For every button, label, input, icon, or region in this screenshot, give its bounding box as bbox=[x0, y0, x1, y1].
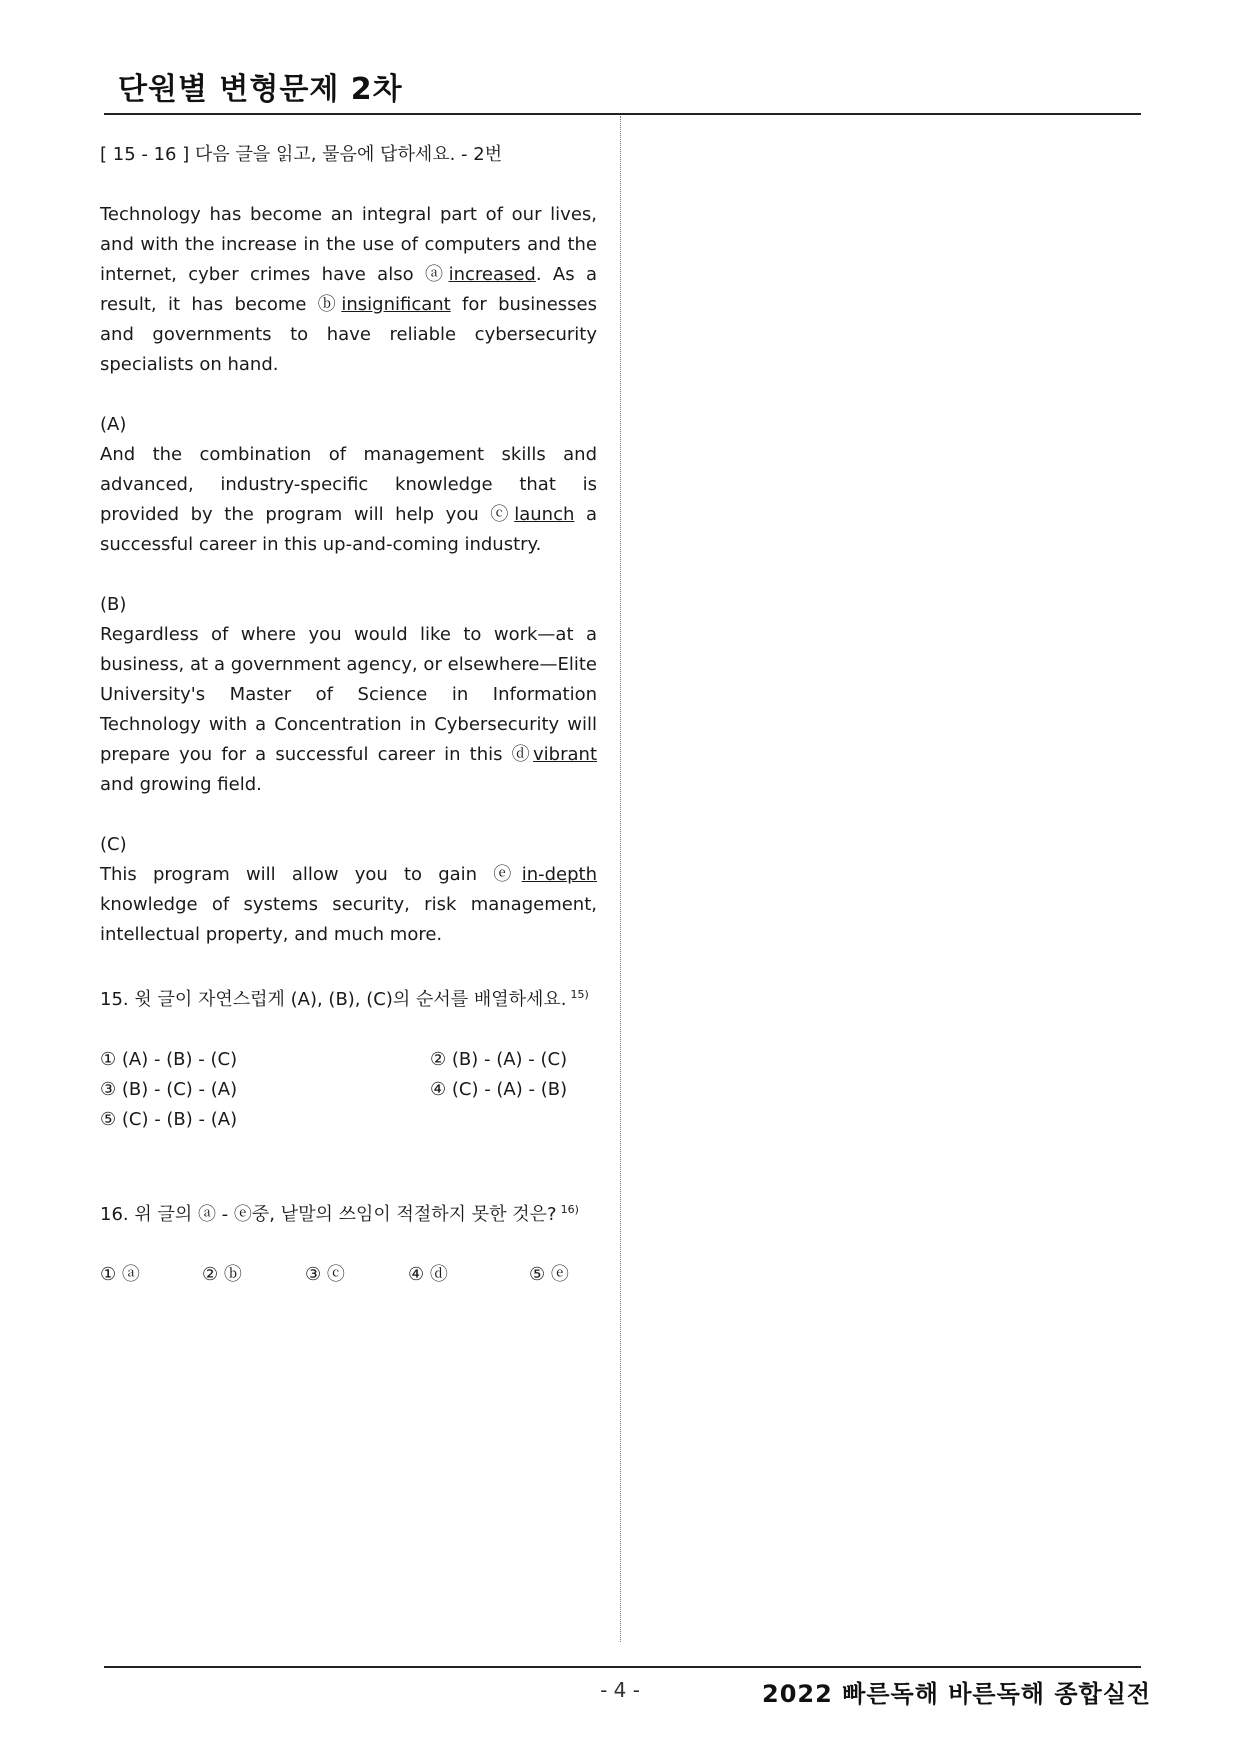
q15-option-2[interactable]: ② (B) - (A) - (C) bbox=[430, 1049, 568, 1070]
marker-d: ⓓ bbox=[511, 744, 534, 765]
q16-option-5[interactable]: ⑤ ⓔ bbox=[529, 1264, 569, 1285]
underlined-word-e: in-depth bbox=[521, 864, 598, 885]
q16-option-1[interactable]: ① ⓐ bbox=[100, 1264, 140, 1285]
footer-rule bbox=[104, 1666, 1141, 1668]
q15-option-1[interactable]: ① (A) - (B) - (C) bbox=[100, 1049, 238, 1070]
underlined-word-c: launch bbox=[514, 504, 575, 525]
marker-b: ⓑ bbox=[317, 294, 342, 315]
left-column bbox=[100, 140, 597, 1290]
marker-c: ⓒ bbox=[490, 504, 515, 525]
q16-option-3[interactable]: ③ ⓒ bbox=[305, 1264, 345, 1285]
header-rule bbox=[104, 113, 1141, 115]
underlined-word-b: insignificant bbox=[341, 294, 451, 315]
q15-option-5[interactable]: ⑤ (C) - (B) - (A) bbox=[100, 1109, 238, 1130]
section-b-label: (B) bbox=[100, 594, 127, 615]
marker-e: ⓔ bbox=[493, 864, 522, 885]
q16-option-4[interactable]: ④ ⓓ bbox=[408, 1264, 448, 1285]
passage-intro: Technology has become an integral part of our lives, and with the increase in the use of computers and the internet, cyber crimes have also ⓐincreased. As a result, it has become ⓑinsignificant for businesses and governments to have reliable cybersecurity specialists on hand. bbox=[100, 204, 597, 375]
q16-option-2[interactable]: ② ⓑ bbox=[202, 1264, 242, 1285]
section-c-label: (C) bbox=[100, 834, 127, 855]
underlined-word-a: increased bbox=[448, 264, 536, 285]
section-c-text: This program will allow you to gain ⓔin-depth knowledge of systems security, risk management, intellectual property, and much more. bbox=[100, 864, 598, 945]
page-number: - 4 - bbox=[600, 1678, 640, 1702]
page-header-title: 단원별 변형문제 2차 bbox=[118, 72, 403, 107]
section-a-label: (A) bbox=[100, 414, 127, 435]
question-instruction: [ 15 - 16 ] 다음 글을 읽고, 물음에 답하세요. - 2번 bbox=[100, 144, 503, 165]
marker-a: ⓐ bbox=[424, 264, 449, 285]
question-15: 15. 윗 글이 자연스럽게 (A), (B), (C)의 순서를 배열하세요. $^{15)}$ bbox=[100, 988, 589, 1010]
footer-title: 2022 빠른독해 바른독해 종합실전 bbox=[762, 1680, 1152, 1708]
column-divider bbox=[620, 116, 621, 1642]
footnote-16: 16) bbox=[560, 1203, 579, 1216]
footnote-15: 15) bbox=[570, 988, 589, 1001]
q15-options bbox=[100, 1045, 597, 1135]
section-b-text: Regardless of where you would like to work—at a business, at a government agency, or elsewhere—Elite University's Master of Science in Information Technology with a Concentration in Cybersecurity will prepare you for a successful career in this ⓓvibrant and growing field. bbox=[100, 624, 598, 795]
q16-options bbox=[100, 1260, 597, 1290]
q15-option-3[interactable]: ③ (B) - (C) - (A) bbox=[100, 1079, 238, 1100]
section-a-text: And the combination of management skills and advanced, industry-specific knowledge that is provided by the program will help you ⓒlaunch a successful career in this up-and-coming industry. bbox=[100, 444, 597, 555]
underlined-word-d: vibrant bbox=[533, 744, 598, 765]
q15-option-4[interactable]: ④ (C) - (A) - (B) bbox=[430, 1079, 568, 1100]
question-16: 16. 위 글의 ⓐ - ⓔ중, 낱말의 쓰임이 적절하지 못한 것은? $^{16)}$ bbox=[100, 1203, 579, 1225]
